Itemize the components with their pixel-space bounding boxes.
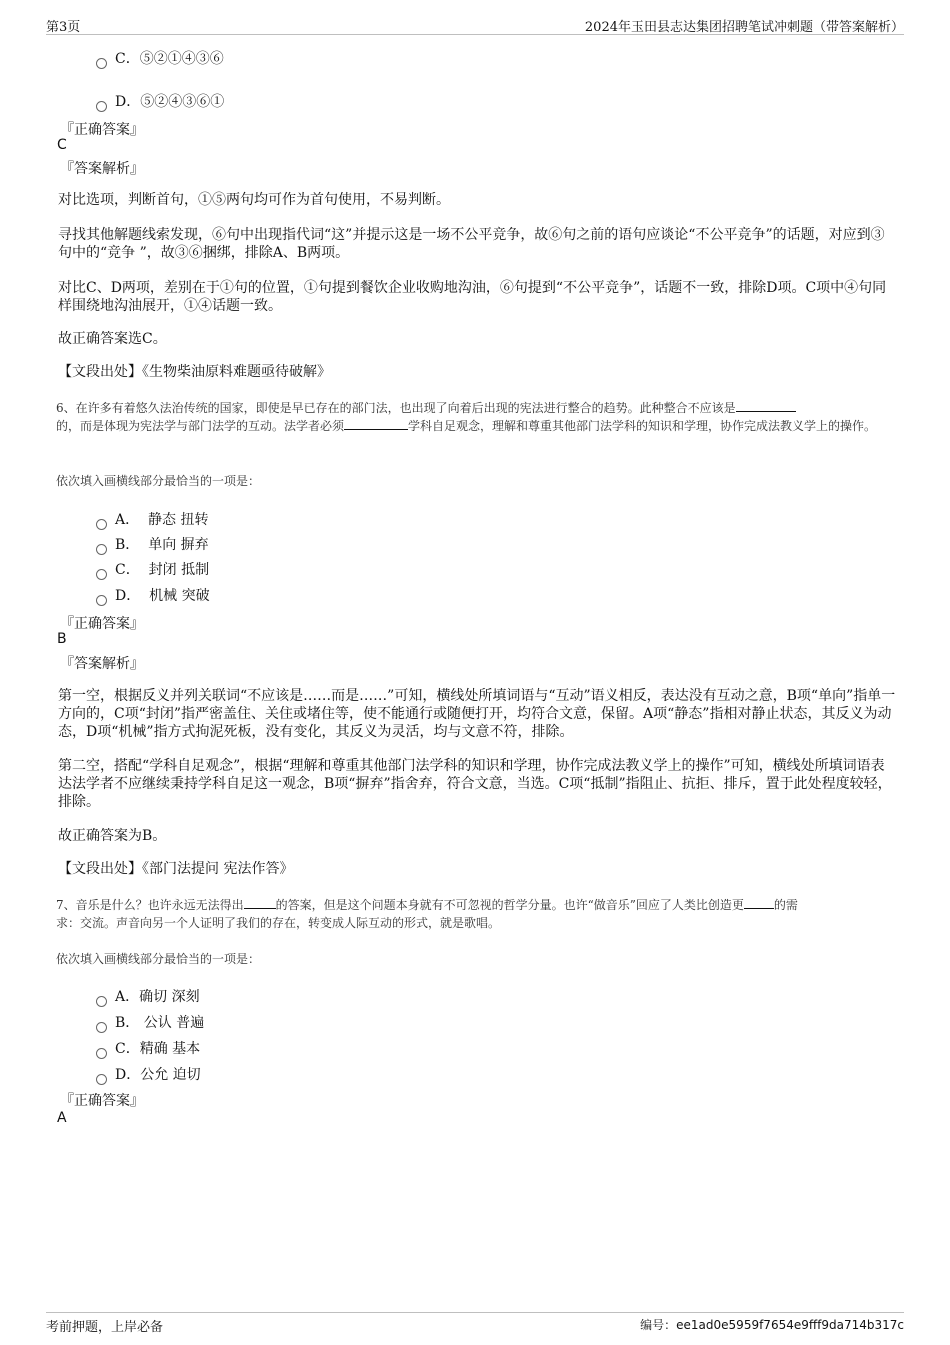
q5-source: 【文段出处】《生物柴油原料难题亟待破解》 <box>58 364 331 380</box>
q6-analysis-label: 『答案解析』 <box>60 656 144 672</box>
q5-answer: C <box>57 137 67 153</box>
q5-option-d[interactable]: D．⑤②④③⑥① <box>96 91 224 111</box>
page-number: 第3页 <box>46 20 81 35</box>
serial-number: 编号：ee1ad0e5959f7654e9fff9da714b317c <box>640 1318 904 1332</box>
q5-analysis-para: 故正确答案选C。 <box>58 331 167 347</box>
q7-prompt: 依次填入画横线部分最恰当的一项是： <box>56 952 261 966</box>
q6-analysis-para: 第二空，搭配“学科自足观念”，根据“理解和尊重其他部门法学科的知识和学理，协作完成法教义学上的操作”可知，横线处所填词语表达法学者不应继续秉持学科自足这一观念，B项“摒弃”指舍弃，符合文意，当选。C项“抵制”指阻止、抗拒、排斥，置于此处程度较轻，排除。 <box>58 758 892 810</box>
q6-answer-label: 『正确答案』 <box>60 616 144 632</box>
q6-answer: B <box>57 631 67 647</box>
radio-icon[interactable] <box>96 1074 107 1085</box>
q5-analysis-para: 对比选项，判断首句，①⑤两句均可作为首句使用，不易判断。 <box>58 192 450 208</box>
q7-option-a[interactable]: A．确切 深刻 <box>96 986 200 1006</box>
radio-icon[interactable] <box>96 996 107 1007</box>
q6-stem: 6、在许多有着悠久法治传统的国家，即使是早已存在的部门法，也出现了向着后出现的宪法进行整合的趋势。此种整合不应该是 的，而是体现为宪法学与部门法学的互动。法学者必须 学科自足观念，理解和尊重其他部门法学科的知识和学理，协作完成法教义学上的操作。 <box>56 401 877 433</box>
fill-blank <box>744 896 774 909</box>
fill-blank <box>244 896 276 909</box>
q6-prompt: 依次填入画横线部分最恰当的一项是： <box>56 474 261 488</box>
q6-option-b[interactable]: B． 单向 摒弃 <box>96 534 209 554</box>
q5-answer-label: 『正确答案』 <box>60 122 144 138</box>
q7-answer-label: 『正确答案』 <box>60 1093 144 1109</box>
radio-icon[interactable] <box>96 544 107 555</box>
page-footer <box>46 1312 904 1335</box>
q7-answer: A <box>57 1110 67 1126</box>
q6-option-c[interactable]: C． 封闭 抵制 <box>96 559 209 579</box>
fill-blank <box>736 399 796 412</box>
radio-icon[interactable] <box>96 101 107 112</box>
q5-option-c[interactable]: C．⑤②①④③⑥ <box>96 48 224 68</box>
q7-stem: 7、音乐是什么？也许永远无法得出 的答案，但是这个问题本身就有不可忽视的哲学分量。也许“做音乐”回应了人类比创造更 的需 求：交流。声音向另一个人证明了我们的存在，转变成人际互动的形式，就是歌唱。 <box>56 898 798 930</box>
radio-icon[interactable] <box>96 519 107 530</box>
radio-icon[interactable] <box>96 1022 107 1033</box>
radio-icon[interactable] <box>96 58 107 69</box>
q6-source: 【文段出处】《部门法提问 宪法作答》 <box>58 861 294 877</box>
fill-blank <box>344 417 408 430</box>
radio-icon[interactable] <box>96 569 107 580</box>
q7-option-b[interactable]: B． 公认 普遍 <box>96 1012 204 1032</box>
q6-analysis-para: 第一空，根据反义并列关联词“不应该是……而是……”可知，横线处所填词语与“互动”语义相反，表达没有互动之意，B项“单向”指单一方向的，C项“封闭”指严密盖住、关住或堵住等，使不能通行或随便打开，均符合文意，保留。A项“静态”指相对静止状态，其反义为动态，D项“机械”指方式拘泥死板，没有变化，其反义为灵活，均与文意不符，排除。 <box>58 688 896 740</box>
q5-analysis-label: 『答案解析』 <box>60 161 144 177</box>
footer-slogan: 考前押题，上岸必备 <box>46 1320 164 1335</box>
radio-icon[interactable] <box>96 1048 107 1059</box>
q6-option-a[interactable]: A． 静态 扭转 <box>96 509 208 529</box>
q6-option-d[interactable]: D． 机械 突破 <box>96 585 210 605</box>
q7-option-d[interactable]: D．公允 迫切 <box>96 1064 201 1084</box>
q6-analysis-para: 故正确答案为B。 <box>58 828 167 844</box>
document-title: 2024年玉田县志达集团招聘笔试冲刺题（带答案解析） <box>584 20 904 35</box>
q5-analysis-para: 寻找其他解题线索发现，⑥句中出现指代词“这”并提示这是一场不公平竞争，故⑥句之前的语句应谈论“不公平竞争”的话题，对应到③句中的“竞争 ”，故③⑥捆绑，排除A、B两项。 <box>58 227 885 261</box>
q7-option-c[interactable]: C．精确 基本 <box>96 1038 200 1058</box>
page-header <box>46 14 904 35</box>
q5-analysis-para: 对比C、D两项，差别在于①句的位置，①句提到餐饮企业收购地沟油，⑥句提到“不公平竞争”，话题不一致，排除D项。C项中④句同样围绕地沟油展开，①④话题一致。 <box>58 280 887 314</box>
radio-icon[interactable] <box>96 595 107 606</box>
